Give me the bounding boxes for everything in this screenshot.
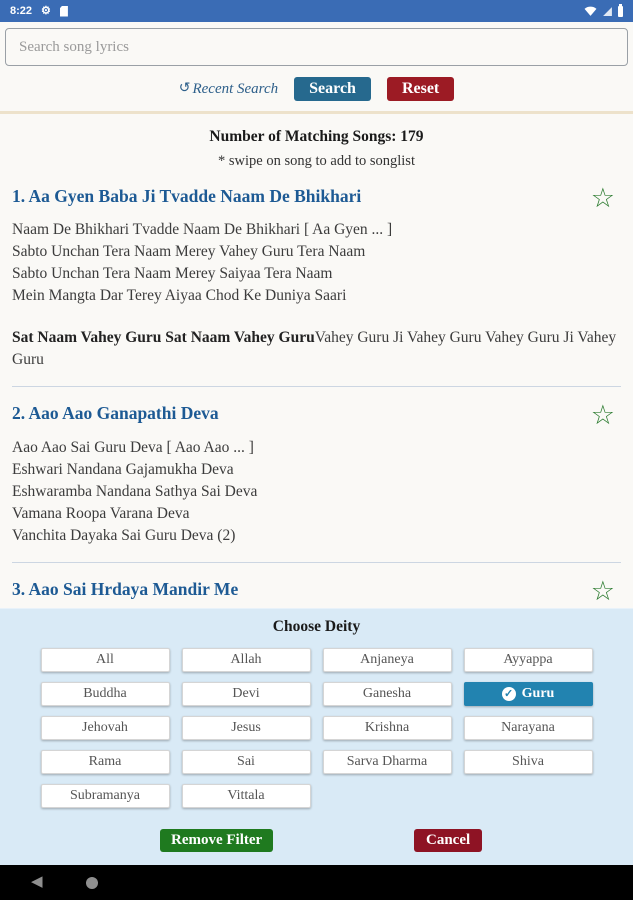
deity-option-label: Sarva Dharma [346,754,428,769]
deity-option-allah[interactable] [182,648,311,672]
deity-option-label: Shiva [512,754,544,769]
remove-filter-button[interactable]: Remove Filter [160,829,273,852]
deity-option-shiva[interactable] [464,750,593,774]
cancel-button[interactable]: Cancel [414,829,482,852]
swipe-hint: * swipe on song to add to songlist [218,153,415,169]
lyrics-paragraph [12,327,621,371]
status-bar [0,0,633,22]
lyrics-paragraph [12,219,621,307]
recent-search-link[interactable] [179,81,278,98]
deity-option-label: Buddha [83,686,127,701]
deity-option-label: Devi [232,686,260,701]
sim-card-icon [60,6,68,17]
deity-option-label: Guru [521,686,555,701]
deity-option-krishna[interactable] [323,716,452,740]
deity-option-label: Ayyappa [503,652,553,667]
deity-option-rama[interactable] [41,750,170,774]
matching-songs-count: Number of Matching Songs: 179 [209,128,424,145]
star-icon[interactable]: ☆ [590,400,615,431]
recent-search-label: Recent Search [192,80,279,97]
deity-option-label: Subramanya [70,788,140,803]
song-header [12,575,621,606]
search-actions-row [0,77,633,101]
lyric-line: Mein Mangta Dar Terey Aiyaa Chod Ke Duniya Saari [12,287,347,305]
deity-option-label: Anjaneya [360,652,414,667]
deity-option-guru[interactable] [464,682,593,706]
lyric-line: Sabto Unchan Tera Naam Merey Saiyaa Tera Naam [12,265,333,283]
song-item[interactable] [12,400,621,562]
check-icon: ✓ [502,687,516,701]
search-input[interactable] [5,28,628,66]
deity-option-label: Narayana [501,720,555,735]
deity-option-sai[interactable] [182,750,311,774]
deity-option-all[interactable] [41,648,170,672]
deity-option-vittala[interactable] [182,784,311,808]
deity-option-label: Rama [88,754,122,769]
lyric-line: Naam De Bhikhari Tvadde Naam De Bhikhari [ Aa Gyen ... ] [12,221,393,239]
battery-icon [618,6,623,17]
deity-option-anjaneya[interactable] [323,648,452,672]
gear-icon: ⚙ [41,4,51,17]
deity-option-label: Ganesha [362,686,412,701]
deity-option-label: All [96,652,114,667]
lyric-line: Sabto Unchan Tera Naam Merey Vahey Guru Tera Naam [12,243,366,261]
deity-option-ayyappa[interactable] [464,648,593,672]
wifi-icon [584,6,597,16]
deity-option-narayana[interactable] [464,716,593,740]
deity-option-label: Sai [237,754,255,769]
deity-option-label: Allah [230,652,262,667]
lyric-segment: Sat Naam Vahey Guru Sat Naam Vahey Guru [12,329,315,347]
lyric-line: Vamana Roopa Varana Deva [12,504,190,522]
home-icon[interactable] [86,877,98,889]
lyric-line: Eshwari Nandana Gajamukha Deva [12,460,234,478]
history-icon: ↺ [178,81,191,96]
song-header [12,183,621,213]
deity-option-ganesha[interactable] [323,682,452,706]
song-title[interactable]: 2. Aao Aao Ganapathi Deva [12,403,219,424]
lyric-line: Aao Aao Sai Guru Deva [ Aao Aao ... ] [12,438,254,456]
back-icon[interactable]: ◀ [31,874,43,890]
song-item[interactable] [12,183,621,387]
choose-deity-sheet [0,608,633,865]
deity-option-label: Krishna [364,720,410,735]
status-left [10,5,68,17]
choose-deity-title: Choose Deity [272,618,361,635]
search-button[interactable]: Search [294,77,371,101]
song-header [12,400,621,431]
reset-button[interactable]: Reset [387,77,454,101]
lyric-segment: Vahey Guru Ji Vahey Guru Vahey Guru Ji Vahey Guru [12,329,617,369]
deity-option-label: Jehovah [82,720,128,735]
deity-option-devi[interactable] [182,682,311,706]
deity-option-label: Jesus [231,720,261,735]
deity-option-sarva-dharma[interactable] [323,750,452,774]
deity-option-jehovah[interactable] [41,716,170,740]
lyric-line: Vanchita Dayaka Sai Guru Deva (2) [12,526,236,544]
android-nav-bar [0,865,633,900]
status-time: 8:22 [10,5,33,17]
status-right [584,6,623,17]
lyrics-paragraph [12,437,621,547]
deity-option-jesus[interactable] [182,716,311,740]
deity-option-buddha[interactable] [41,682,170,706]
song-title[interactable]: 3. Aao Sai Hrdaya Mandir Me [12,578,239,599]
signal-icon [602,6,613,16]
song-list [0,183,633,649]
star-icon[interactable]: ☆ [590,183,615,213]
deity-option-label: Vittala [227,788,265,803]
lyric-line: Eshwaramba Nandana Sathya Sai Deva [12,482,258,500]
song-title[interactable]: 1. Aa Gyen Baba Ji Tvadde Naam De Bhikhari [12,186,362,206]
star-icon[interactable]: ☆ [590,575,615,606]
deity-option-subramanya[interactable] [41,784,170,808]
deity-grid [0,648,633,808]
